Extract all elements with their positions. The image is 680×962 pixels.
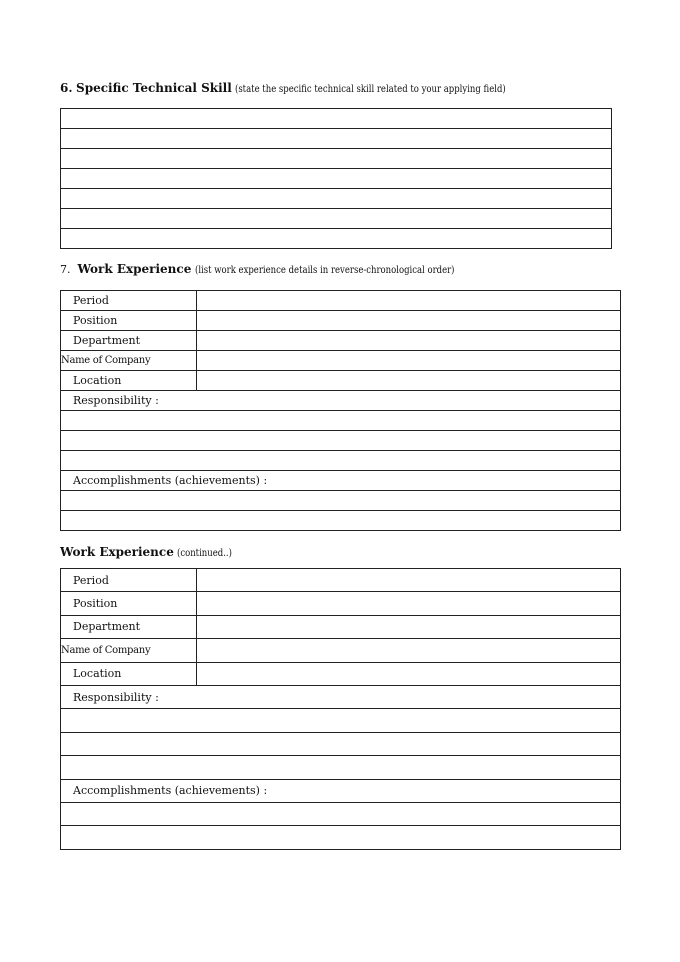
company-label: Name of Company xyxy=(61,351,197,371)
section-7-heading: 7. Work Experience (list work experience details in reverse-chronological order) xyxy=(60,262,455,276)
skill-input-cell[interactable] xyxy=(61,229,612,249)
skill-row xyxy=(61,149,612,169)
position-input[interactable] xyxy=(197,592,621,615)
work-experience-table xyxy=(60,290,621,531)
period-label: Period xyxy=(61,291,197,311)
technical-skill-table xyxy=(60,108,612,249)
responsibility-input[interactable] xyxy=(61,411,621,431)
skill-input-cell[interactable] xyxy=(61,129,612,149)
skill-input-cell[interactable] xyxy=(61,189,612,209)
position-input[interactable] xyxy=(197,311,621,331)
location-input[interactable] xyxy=(197,371,621,391)
section-6-heading: 6. Specific Technical Skill (state the specific technical skill related to your applying field) xyxy=(60,81,507,95)
company-input[interactable] xyxy=(197,351,621,371)
accomplishments-input[interactable] xyxy=(61,511,621,531)
responsibility-label: Responsibility : xyxy=(61,685,621,708)
responsibility-input[interactable] xyxy=(61,732,621,755)
responsibility-input[interactable] xyxy=(61,431,621,451)
department-label: Department xyxy=(61,615,197,638)
skill-input-cell[interactable] xyxy=(61,109,612,129)
skill-input-cell[interactable] xyxy=(61,209,612,229)
skill-row xyxy=(61,209,612,229)
accomplishments-input[interactable] xyxy=(61,826,621,849)
accomplishments-input[interactable] xyxy=(61,802,621,825)
responsibility-input[interactable] xyxy=(61,756,621,779)
location-label: Location xyxy=(61,371,197,391)
position-label: Position xyxy=(61,592,197,615)
company-input[interactable] xyxy=(197,639,621,662)
responsibility-label: Responsibility : xyxy=(61,391,621,411)
continued-heading: Work Experience (continued..) xyxy=(60,545,233,559)
department-label: Department xyxy=(61,331,197,351)
period-input[interactable] xyxy=(197,569,621,592)
responsibility-input[interactable] xyxy=(61,709,621,732)
accomplishments-input[interactable] xyxy=(61,491,621,511)
skill-row xyxy=(61,229,612,249)
accomplishments-label: Accomplishments (achievements) : xyxy=(61,779,621,802)
location-label: Location xyxy=(61,662,197,685)
department-input[interactable] xyxy=(197,615,621,638)
skill-row xyxy=(61,109,612,129)
period-input[interactable] xyxy=(197,291,621,311)
responsibility-input[interactable] xyxy=(61,451,621,471)
skill-input-cell[interactable] xyxy=(61,169,612,189)
skill-row xyxy=(61,189,612,209)
accomplishments-label: Accomplishments (achievements) : xyxy=(61,471,621,491)
company-label: Name of Company xyxy=(61,639,197,662)
skill-input-cell[interactable] xyxy=(61,149,612,169)
work-experience-continued-table xyxy=(60,568,621,850)
department-input[interactable] xyxy=(197,331,621,351)
skill-row xyxy=(61,169,612,189)
skill-row xyxy=(61,129,612,149)
position-label: Position xyxy=(61,311,197,331)
period-label: Period xyxy=(61,569,197,592)
location-input[interactable] xyxy=(197,662,621,685)
